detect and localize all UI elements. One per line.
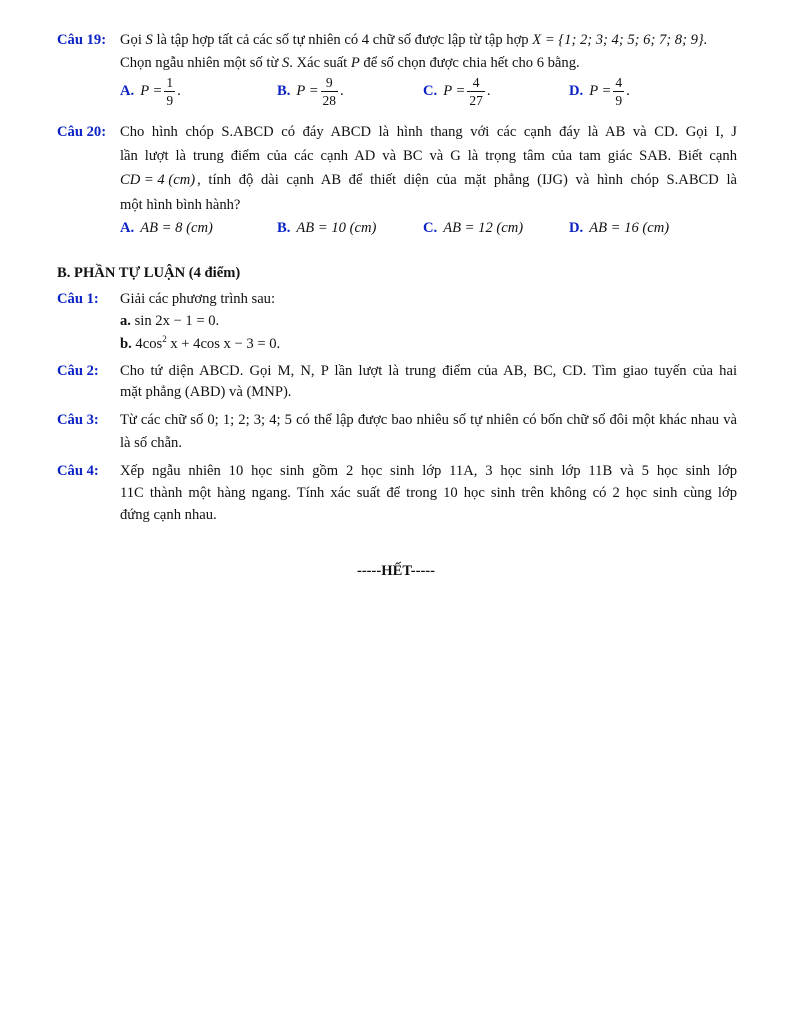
essay-2-label: Câu 2: xyxy=(57,363,99,379)
q19-option-b: B. P = $\frac{9}{28}$ . xyxy=(277,75,344,108)
numerator: 1 xyxy=(166,75,174,90)
question-19-line-1 xyxy=(120,33,707,48)
q19-option-c: C. P = $\frac{4}{27}$ . xyxy=(423,75,491,108)
set-s: S xyxy=(281,55,290,71)
essay-1-part-b xyxy=(120,335,280,352)
set-s: S xyxy=(145,32,153,48)
option-prefix: P = xyxy=(296,82,319,99)
question-20-line-2: lần lượt là trung điểm của các cạnh AD và BC và G là trọng tâm của tam giác SAB. Biết cạnh xyxy=(120,148,737,164)
part-key: b. xyxy=(120,336,132,352)
denominator: 9 xyxy=(615,92,623,108)
numerator: 9 xyxy=(325,75,333,90)
cd-length: CD = 4 (cm) xyxy=(120,172,196,188)
question-20-line-1: Cho hình chóp S.ABCD có đáy ABCD là hình thang với các cạnh đáy là AB và CD. Gọi I, J xyxy=(120,124,737,140)
option-key: C. xyxy=(423,82,438,99)
option-key: B. xyxy=(277,82,291,99)
fraction xyxy=(321,76,339,107)
fraction xyxy=(613,76,624,107)
end-marker: -----HẾT----- xyxy=(356,563,436,579)
option-text: AB = 16 (cm) xyxy=(589,220,670,236)
question-20-line-4: một hình bình hành? xyxy=(120,197,241,213)
q19-option-a: A. P = $\frac{1}{9}$ . xyxy=(120,75,181,108)
fraction xyxy=(467,76,485,107)
essay-1-text: Giải các phương trình sau: xyxy=(120,291,276,307)
option-key: C. xyxy=(423,220,438,236)
prob-p: P xyxy=(350,55,360,71)
equation-b: 4cos xyxy=(135,336,163,352)
set-x: X = {1; 2; 3; 4; 5; 6; 7; 8; 9}. xyxy=(532,32,708,48)
q20-option-d xyxy=(569,221,669,236)
exponent: 2 xyxy=(162,334,167,344)
fraction xyxy=(164,76,175,107)
option-text: AB = 8 (cm) xyxy=(140,220,213,236)
numerator: 4 xyxy=(472,75,480,90)
q19-text: Gọi xyxy=(120,32,146,48)
q19-text: là tập hợp tất cả các số tự nhiên có 4 chữ số được lập từ tập hợp xyxy=(152,32,533,48)
option-prefix: P = xyxy=(443,82,466,99)
essay-3-line-2: là số chẵn. xyxy=(120,435,183,451)
essay-4-line-2: 11C thành một hàng ngang. Tính xác suất để trong 10 học sinh trên không có 2 học sinh cùng lớp xyxy=(120,485,737,501)
section-b-heading: B. PHẦN TỰ LUẬN (4 điểm) xyxy=(57,265,241,281)
essay-2-line-1: Cho tứ diện ABCD. Gọi M, N, P lần lượt là trung điểm của AB, BC, CD. Tìm giao tuyến của hai xyxy=(120,363,737,379)
option-key: A. xyxy=(120,82,135,99)
q19-text: để số chọn được chia hết cho 6 bằng. xyxy=(359,55,580,71)
essay-4-line-3: đứng cạnh nhau. xyxy=(120,507,217,523)
part-key: a. xyxy=(120,313,131,329)
essay-3-line-1: Từ các chữ số 0; 1; 2; 3; 4; 5 có thể lập được bao nhiêu số tự nhiên có bốn chữ số đôi một khác nhau và xyxy=(120,412,737,428)
denominator: 9 xyxy=(166,92,174,108)
question-20-line-3 xyxy=(120,173,737,188)
option-key: B. xyxy=(277,220,291,236)
option-prefix: P = xyxy=(140,82,163,99)
option-text: AB = 12 (cm) xyxy=(443,220,524,236)
option-text: AB = 10 (cm) xyxy=(296,220,377,236)
option-prefix: P = xyxy=(589,82,612,99)
numerator: 4 xyxy=(615,75,623,90)
essay-3-label: Câu 3: xyxy=(57,412,99,428)
option-key: D. xyxy=(569,220,584,236)
question-20-label: Câu 20: xyxy=(57,124,107,140)
q19-text: . Xác suất xyxy=(289,55,351,71)
essay-1-label: Câu 1: xyxy=(57,291,99,307)
q20-option-b xyxy=(277,221,376,236)
essay-4-line-1: Xếp ngẫu nhiên 10 học sinh gồm 2 học sinh lớp 11A, 3 học sinh lớp 11B và 5 học sinh lớp xyxy=(120,463,737,479)
q19-option-d: D. P = $\frac{4}{9}$ . xyxy=(569,75,630,108)
q20-text: , tính độ dài cạnh AB để thiết diện của mặt phẳng (IJG) và hình chóp S.ABCD là xyxy=(197,172,737,188)
option-key: A. xyxy=(120,220,135,236)
denominator: 27 xyxy=(469,92,483,108)
q20-option-a xyxy=(120,221,213,236)
q20-option-c xyxy=(423,221,523,236)
denominator: 28 xyxy=(322,92,337,108)
equation-b: x + 4cos x − 3 = 0. xyxy=(166,336,281,352)
essay-4-label: Câu 4: xyxy=(57,463,99,479)
q19-text: Chọn ngẫu nhiên một số từ xyxy=(120,55,282,71)
essay-1-part-a xyxy=(120,314,219,329)
option-key: D. xyxy=(569,82,584,99)
question-19-line-2 xyxy=(120,56,580,71)
essay-2-line-2: mặt phẳng (ABD) và (MNP). xyxy=(120,384,292,400)
question-19-label: Câu 19: xyxy=(57,32,107,48)
equation-a: sin 2x − 1 = 0. xyxy=(134,313,220,329)
